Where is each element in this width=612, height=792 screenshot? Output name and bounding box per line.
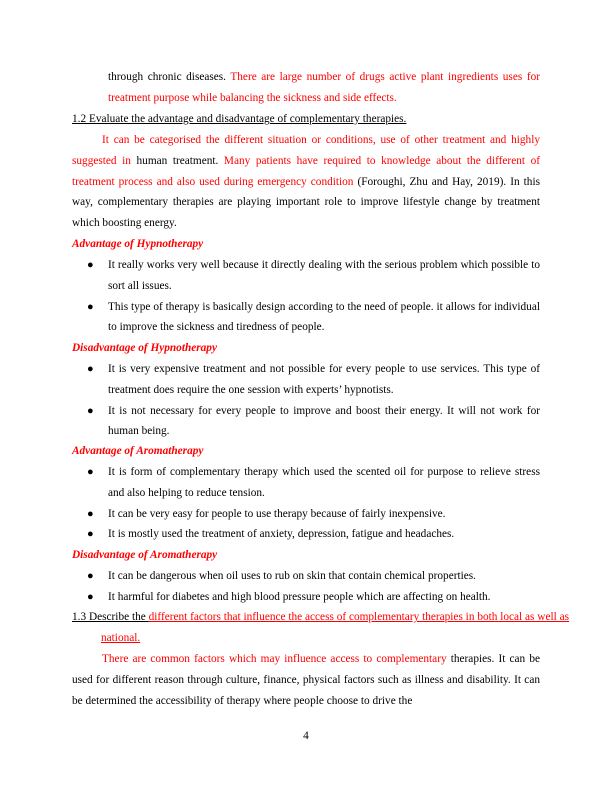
adv-aroma-heading: Advantage of Aromatherapy <box>72 445 204 457</box>
section-1-3-text-b: therapies. It can be used for different reason through culture, finance, physical factors such as illness and disability. It can be determined the accessibility of therapy where people choose to drive the <box>72 653 540 707</box>
bullet-icon: ● <box>87 300 94 313</box>
list-item: ● It is form of complementary therapy which used the scented oil for purpose to relieve stress and also helping to reduce tension. <box>72 462 540 504</box>
list-item: ● It can be dangerous when oil uses to rub on skin that contain chemical properties. <box>72 566 540 587</box>
adv-hypno-heading: Advantage of Hypnotherapy <box>72 238 204 250</box>
intro-paragraph <box>72 67 540 109</box>
bullet-icon: ● <box>87 507 94 520</box>
list-item: ● It really works very well because it directly dealing with the serious problem which possible to sort all issues. <box>72 255 540 297</box>
section-1-3-title-a: 1.3 Describe the <box>72 611 149 623</box>
intro-highlight: There are large number of drugs active plant ingredients uses for treatment purpose while balancing the sickness and side effects. <box>108 71 540 104</box>
list-item: ● It is mostly used the treatment of anxiety, depression, fatigue and headaches. <box>72 524 540 545</box>
dis-hypno-list <box>72 359 540 442</box>
list-item: ● It is not necessary for every people to improve and boost their energy. It will not work for human being. <box>72 401 540 443</box>
bullet-icon: ● <box>87 528 94 541</box>
bullet-icon: ● <box>87 259 94 271</box>
dis-aroma-heading: Disadvantage of Aromatherapy <box>72 549 218 561</box>
list-item: ● It is very expensive treatment and not possible for every people to use services. This type of treatment does require the one session with experts’ hypnotists. <box>72 359 540 401</box>
section-1-3-paragraph <box>72 649 540 711</box>
list-item: ● It harmful for diabetes and high blood pressure people which are affecting on health. <box>72 587 540 608</box>
bullet-icon: ● <box>87 466 94 478</box>
bullet-icon: ● <box>87 570 94 582</box>
bullet-icon: ● <box>87 363 94 375</box>
section-1-3-text-a: There are common factors which may influence access to complementary <box>102 653 447 665</box>
intro-text: through chronic diseases. <box>108 71 231 83</box>
list-item: ● It can be very easy for people to use therapy because of fairly inexpensive. <box>72 504 540 525</box>
bullet-icon: ● <box>87 404 94 417</box>
section-1-2-text-c: Many patients have required to knowledge about the different of treatment process and also used during emergency condition <box>72 154 540 188</box>
adv-aroma-list <box>72 462 540 545</box>
bullet-icon: ● <box>87 590 94 603</box>
section-1-3-title-b: different factors that influence the access of complementary therapies in both local as well as national. <box>101 611 569 644</box>
section-1-2-paragraph <box>72 130 540 234</box>
adv-hypno-list <box>72 255 540 338</box>
dis-hypno-heading: Disadvantage of Hypnotherapy <box>72 342 217 354</box>
section-1-2-text-b: human treatment. <box>130 154 224 167</box>
dis-aroma-list <box>72 566 540 608</box>
section-1-2-text-a: It can be categorised the different situation or conditions, use of other treatment and highly suggested in <box>72 134 540 167</box>
section-1-2-heading <box>72 109 540 130</box>
section-1-3-heading <box>72 607 569 649</box>
list-item: ● This type of therapy is basically design according to the need of people. it allows for individual to improve the sickness and tiredness of people. <box>72 297 540 339</box>
section-1-2-title: 1.2 Evaluate the advantage and disadvantage of complementary therapies. <box>72 113 407 125</box>
page-number: 4 <box>303 730 309 742</box>
section-1-2-text-d: (Foroughi, Zhu and Hay, 2019). In this way, complementary therapies are playing important role to improve lifestyle change by treatment which boosting energy. <box>72 175 540 230</box>
